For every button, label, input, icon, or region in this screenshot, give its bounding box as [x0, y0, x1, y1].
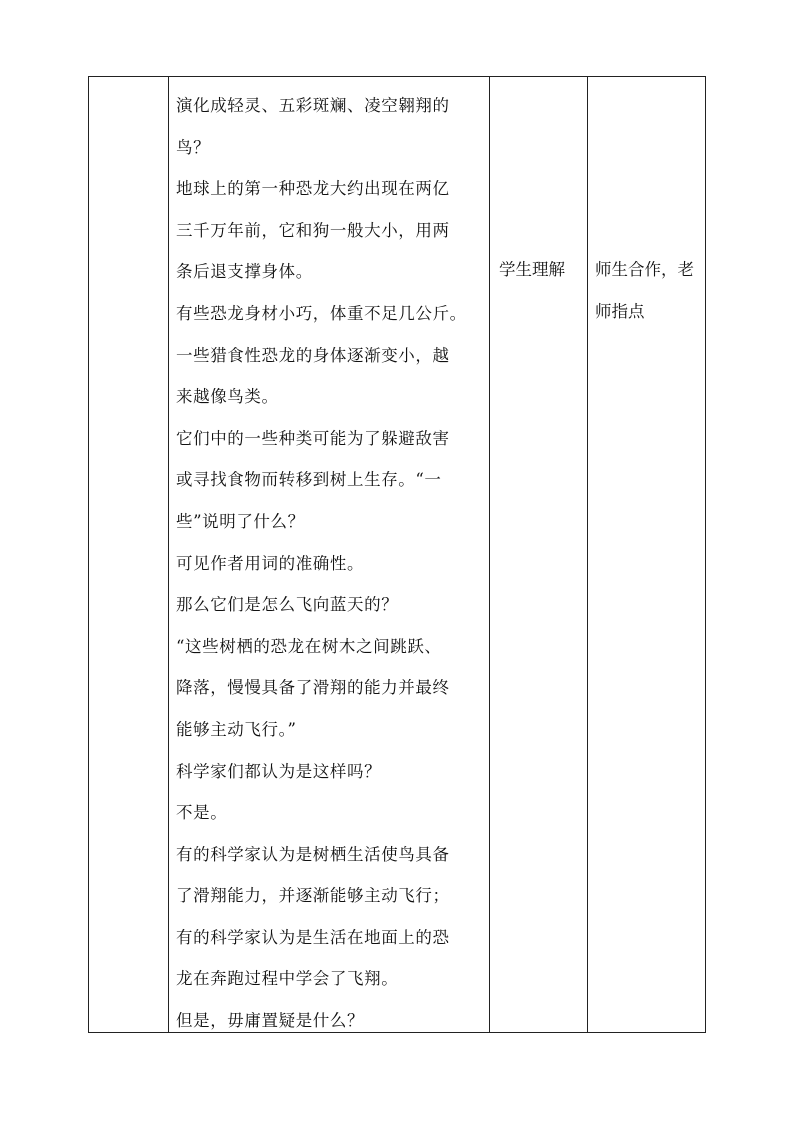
content-line: 地球上的第一种恐龙大约出现在两亿	[176, 179, 450, 199]
teaching-method-line: 师指点	[595, 301, 645, 321]
content-line: 了滑翔能力，并逐渐能够主动飞行；	[176, 886, 450, 906]
teaching-method-line: 师生合作，老	[595, 260, 694, 279]
content-line: 科学家们都认为是这样吗？	[176, 761, 382, 781]
content-line: 来越像鸟类。	[176, 387, 279, 407]
content-line: 那么它们是怎么飞向蓝天的？	[176, 595, 399, 615]
content-line: 能够主动飞行。”	[176, 719, 297, 739]
content-line: 它们中的一些种类可能为了躲避敌害	[176, 428, 450, 448]
content-line: 降落，慢慢具备了滑翔的能力并最终	[176, 678, 450, 698]
content-line: 但是，毋庸置疑是什么？	[176, 1011, 365, 1031]
student-activity-text: 学生理解	[499, 260, 565, 279]
content-line: 有些恐龙身材小巧，体重不足几公斤。	[176, 303, 467, 323]
content-line: 龙在奔跑过程中学会了飞翔。	[176, 969, 399, 989]
teaching-content-cell	[169, 77, 490, 1032]
content-line: 有的科学家认为是树栖生活使鸟具备	[176, 844, 450, 864]
content-line: 可见作者用词的准确性。	[176, 553, 365, 573]
content-line: 鸟？	[176, 137, 211, 157]
teaching-method-cell	[588, 77, 705, 1032]
content-line: 三千万年前，它和狗一般大小，用两	[176, 220, 450, 240]
content-line: 一些猎食性恐龙的身体逐渐变小，越	[176, 345, 450, 365]
content-line: 不是。	[176, 803, 228, 823]
student-activity-cell	[490, 77, 588, 1032]
content-line: 或寻找食物而转移到树上生存。“一	[176, 470, 442, 490]
content-line: 演化成轻灵、五彩斑斓、凌空翱翔的	[176, 96, 450, 115]
content-line: 有的科学家认为是生活在地面上的恐	[176, 927, 450, 947]
content-line: 条后退支撑身体。	[176, 262, 313, 282]
stage-column-cell	[89, 77, 169, 1032]
content-line: “这些树栖的恐龙在树木之间跳跃、	[176, 636, 442, 656]
content-line: 些”说明了什么？	[176, 511, 305, 531]
lesson-plan-table	[88, 76, 706, 1033]
